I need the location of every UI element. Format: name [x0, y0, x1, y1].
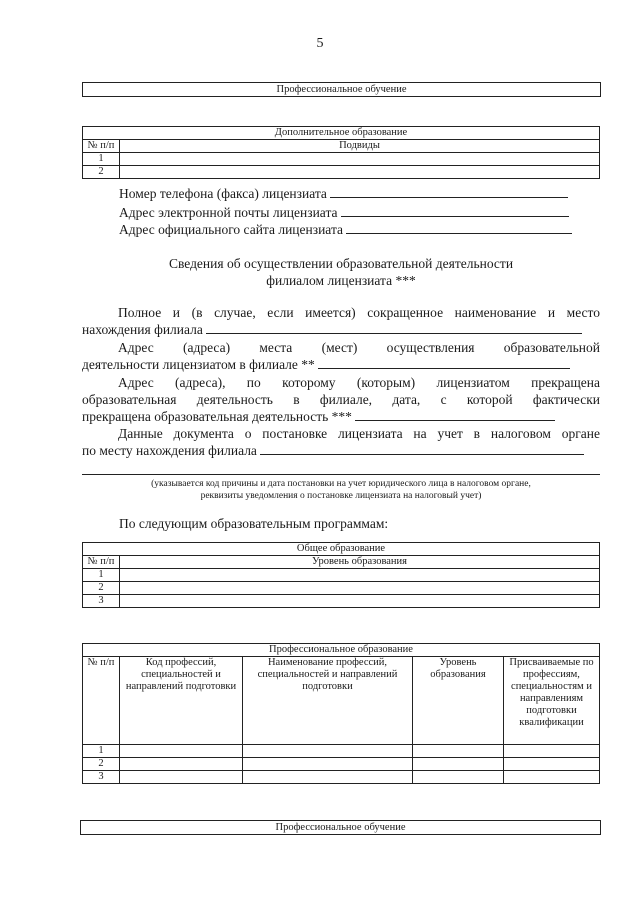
tax-registration-extra-line[interactable]	[82, 474, 600, 475]
branch-closed-line1: Адрес (адреса), по которому (которым) лицензиатом прекращена	[118, 375, 600, 390]
row-cell[interactable]	[504, 758, 600, 771]
phone-field[interactable]	[330, 185, 568, 198]
col-num-header: № п/п	[83, 657, 120, 745]
row-cell[interactable]	[120, 758, 243, 771]
row-cell[interactable]	[243, 758, 413, 771]
branch-name-paragraph	[82, 304, 600, 338]
general-education-table	[82, 542, 600, 608]
col-level-header: Уровень образования	[413, 657, 504, 745]
col-num-header: № п/п	[83, 140, 120, 153]
professional-training-caption-bottom: Профессиональное обучение	[80, 820, 601, 835]
row-num: 1	[83, 569, 120, 582]
col-qualification-header: Присваиваемые по профессиям, специальностям и направлениям подготовки квалификации	[504, 657, 600, 745]
branch-title-line2: филиалом лицензиата ***	[266, 273, 416, 288]
row-cell[interactable]	[120, 569, 600, 582]
row-num: 1	[83, 745, 120, 758]
branch-closed-line2: образовательная деятельность в филиале, дата, с которой фактически	[82, 392, 600, 407]
table-row	[83, 166, 600, 179]
page-number: 5	[316, 36, 324, 51]
phone-line	[119, 185, 568, 202]
branch-closed-field[interactable]	[355, 408, 555, 421]
row-cell[interactable]	[120, 166, 600, 179]
row-num: 2	[83, 582, 120, 595]
row-cell[interactable]	[413, 745, 504, 758]
table-row	[83, 771, 600, 784]
email-label: Адрес электронной почты лицензиата	[119, 205, 338, 220]
additional-education-table	[82, 126, 600, 179]
table-row	[83, 153, 600, 166]
tax-registration-field[interactable]	[260, 442, 584, 455]
site-line	[119, 221, 572, 238]
general-education-title: Общее образование	[83, 543, 600, 556]
branch-closed-line3: прекращена образовательная деятельность ***	[82, 409, 352, 424]
branch-address-line1: Адрес (адреса) места (мест) осуществления образовательной	[118, 340, 600, 355]
table-row	[83, 569, 600, 582]
tax-registration-paragraph	[82, 425, 600, 459]
branch-title-line1: Сведения об осуществлении образовательной деятельности	[168, 256, 514, 271]
branch-address-field[interactable]	[318, 356, 570, 369]
row-num: 3	[83, 595, 120, 608]
row-cell[interactable]	[120, 153, 600, 166]
tax-registration-note	[82, 478, 600, 502]
professional-education-table	[82, 643, 600, 784]
table-row	[83, 582, 600, 595]
professional-training-caption-top: Профессиональное обучение	[82, 82, 601, 97]
branch-name-field[interactable]	[206, 321, 582, 334]
site-label: Адрес официального сайта лицензиата	[119, 222, 344, 237]
branch-section-title	[82, 255, 600, 289]
col-subtypes-header: Подвиды	[120, 140, 600, 153]
col-level-header: Уровень образования	[120, 556, 600, 569]
professional-education-title: Профессиональное образование	[83, 644, 600, 657]
row-cell[interactable]	[504, 771, 600, 784]
tax-registration-line2: по месту нахождения филиала	[82, 443, 257, 458]
row-num: 2	[83, 758, 120, 771]
col-code-header: Код профессий, специальностей и направлений подготовки	[120, 657, 243, 745]
row-cell[interactable]	[120, 582, 600, 595]
row-num: 3	[83, 771, 120, 784]
tax-registration-line1: Данные документа о постановке лицензиата на учет в налоговом органе	[118, 426, 600, 441]
row-cell[interactable]	[504, 745, 600, 758]
programs-intro: По следующим образовательным программам:	[119, 516, 389, 531]
branch-name-line1: Полное и (в случае, если имеется) сокращенное наименование и место	[118, 305, 600, 320]
row-cell[interactable]	[413, 771, 504, 784]
table-row	[83, 595, 600, 608]
row-cell[interactable]	[243, 745, 413, 758]
site-field[interactable]	[346, 221, 572, 234]
branch-closed-paragraph	[82, 374, 600, 425]
row-num: 1	[83, 153, 120, 166]
phone-label: Номер телефона (факса) лицензиата	[119, 186, 327, 201]
branch-address-line2: деятельности лицензиатом в филиале **	[82, 357, 315, 372]
col-name-header: Наименование профессий, специальностей и направлений подготовки	[243, 657, 413, 745]
note-line1: (указывается код причины и дата постановки на учет юридического лица в налоговом органе,	[151, 479, 531, 489]
table-row	[83, 745, 600, 758]
branch-address-paragraph	[82, 339, 600, 373]
row-num: 2	[83, 166, 120, 179]
row-cell[interactable]	[120, 771, 243, 784]
col-num-header: № п/п	[83, 556, 120, 569]
email-field[interactable]	[341, 204, 569, 217]
branch-name-line2: нахождения филиала	[82, 322, 203, 337]
email-line	[119, 204, 569, 221]
additional-education-title: Дополнительное образование	[83, 127, 600, 140]
row-cell[interactable]	[120, 595, 600, 608]
row-cell[interactable]	[413, 758, 504, 771]
note-line2: реквизиты уведомления о постановке лицензиата на налоговый учет)	[200, 491, 482, 501]
row-cell[interactable]	[243, 771, 413, 784]
row-cell[interactable]	[120, 745, 243, 758]
table-row	[83, 758, 600, 771]
